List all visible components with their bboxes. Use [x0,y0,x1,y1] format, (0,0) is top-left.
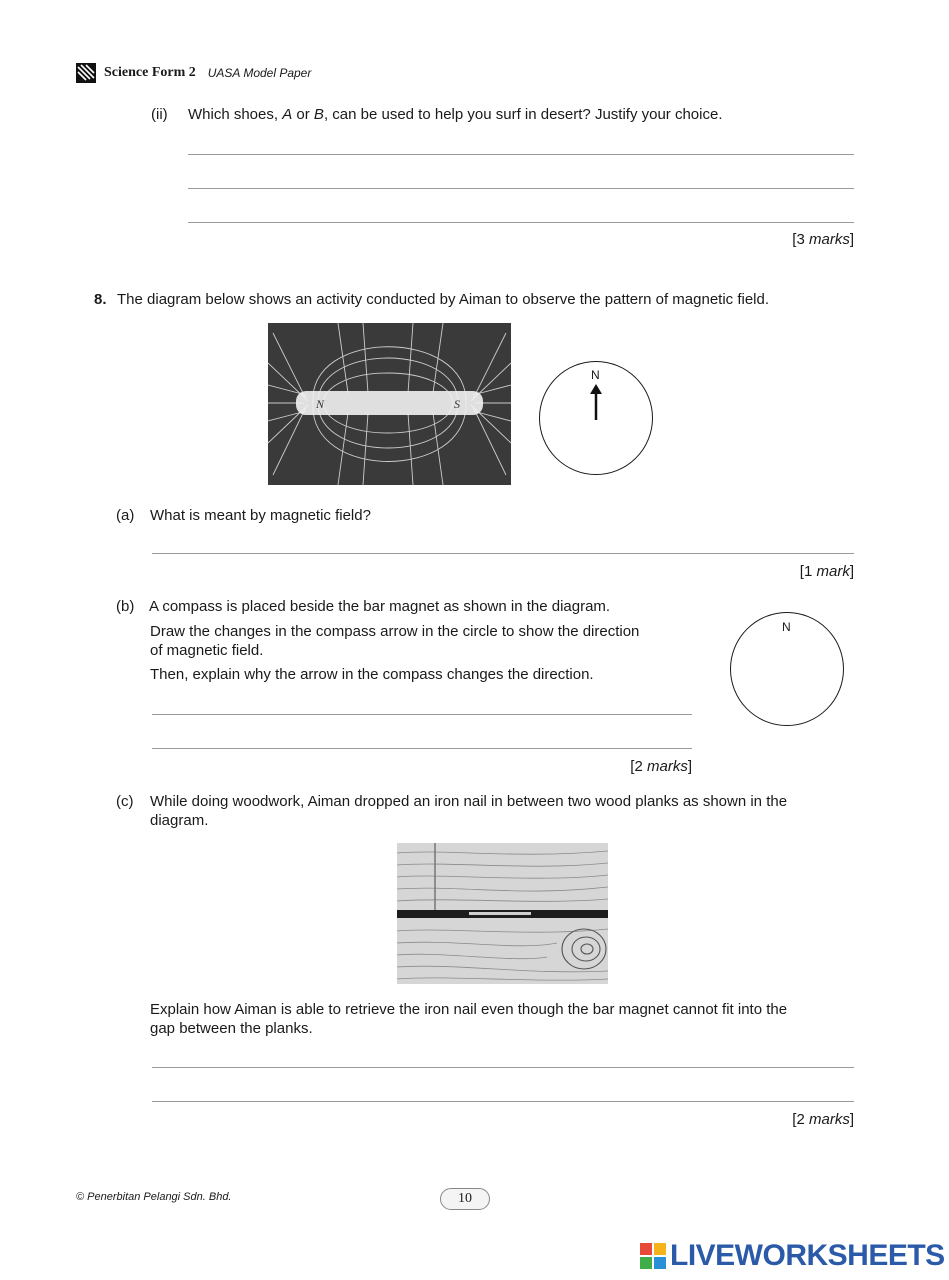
q7ii-text-pre: Which shoes, [188,106,283,123]
q8b-marks-num: [2 [630,758,647,775]
header [76,62,311,84]
liveworksheets-logo-icon [640,1243,666,1269]
q8a-marks-word: mark [816,563,850,580]
q7ii-text-post: , can be used to help you surf in desert? Justify your choice. [323,106,723,123]
page-number-text: 10 [458,1191,472,1206]
q7ii-label: (ii) [151,106,168,123]
q8c-answer-line-2[interactable] [152,1101,854,1102]
liveworksheets-watermark[interactable] [640,1238,945,1274]
q7ii-answer-line-3[interactable] [188,222,854,223]
q7ii-text-or: or [292,106,314,123]
compass-reference-label: N [591,368,600,382]
q8c-marks-word: marks [808,1111,850,1128]
q8b-marks-word: marks [646,758,688,775]
q7ii-option-a: A [282,106,293,123]
q8b-line-3: of magnetic field. [150,642,264,659]
q7ii-option-b: B [313,106,324,123]
q8-stem: The diagram below shows an activity conducted by Aiman to observe the pattern of magnetic field. [117,291,770,308]
q7ii-marks-num: [3 [792,231,809,248]
q8c-label: (c) [116,793,134,810]
q8c-marks-num: [2 [792,1111,809,1128]
wood-planks-image [397,843,608,984]
q8c-marks [792,1111,854,1128]
header-subtitle: UASA Model Paper [207,66,312,80]
header-title: Science Form 2 [104,65,196,80]
q8a-marks-num: [1 [799,563,817,580]
q8c-marks-end: ] [849,1111,854,1128]
q7ii-answer-line-2[interactable] [188,188,854,189]
q8b-answer-line-1[interactable] [152,714,692,715]
q8b-line-4: Then, explain why the arrow in the compass changes the direction. [150,666,594,683]
q7ii-marks-word: marks [808,231,850,248]
q8c-line-2: diagram. [150,812,209,829]
q8b-marks [560,758,692,775]
q8b-label: (b) [116,598,135,615]
iron-filings-pattern [268,323,511,485]
magnet-pole-right: S [454,397,460,411]
q8a-answer-line[interactable] [152,553,854,554]
q8-number: 8. [94,291,107,308]
q8c-line-1: While doing woodwork, Aiman dropped an iron nail in between two wood planks as shown in the [150,793,788,810]
q8c-line-4: gap between the planks. [150,1020,313,1037]
wood-grain-pattern [397,843,608,984]
q8a-label: (a) [116,507,135,524]
q8a-marks [800,563,854,580]
q8b-line-1: A compass is placed beside the bar magnet as shown in the diagram. [149,598,611,615]
q7ii-text [188,105,723,124]
q8b-marks-end: ] [687,758,692,775]
q8b-answer-line-2[interactable] [152,748,692,749]
q8a-text: What is meant by magnetic field? [150,507,371,524]
footer-copyright: © Penerbitan Pelangi Sdn. Bhd. [76,1191,232,1203]
q8b-line-2: Draw the changes in the compass arrow in the circle to show the direction [150,623,640,640]
compass-drawing-label: N [782,620,791,634]
q8c-line-3: Explain how Aiman is able to retrieve the iron nail even though the bar magnet cannot fit into the [150,1001,788,1018]
magnet-pole-left: N [316,397,325,411]
q7ii-marks-end: ] [849,231,854,248]
q7ii-marks [792,231,854,248]
liveworksheets-text: LIVEWORKSHEETS [670,1239,945,1272]
magnetic-field-image [268,323,511,485]
q8c-answer-line-1[interactable] [152,1067,854,1068]
q7ii-answer-line-1[interactable] [188,154,854,155]
q8a-marks-end: ] [849,563,854,580]
compass-arrow-icon [589,384,603,420]
page-number [440,1188,490,1210]
publisher-logo-icon [76,63,96,83]
